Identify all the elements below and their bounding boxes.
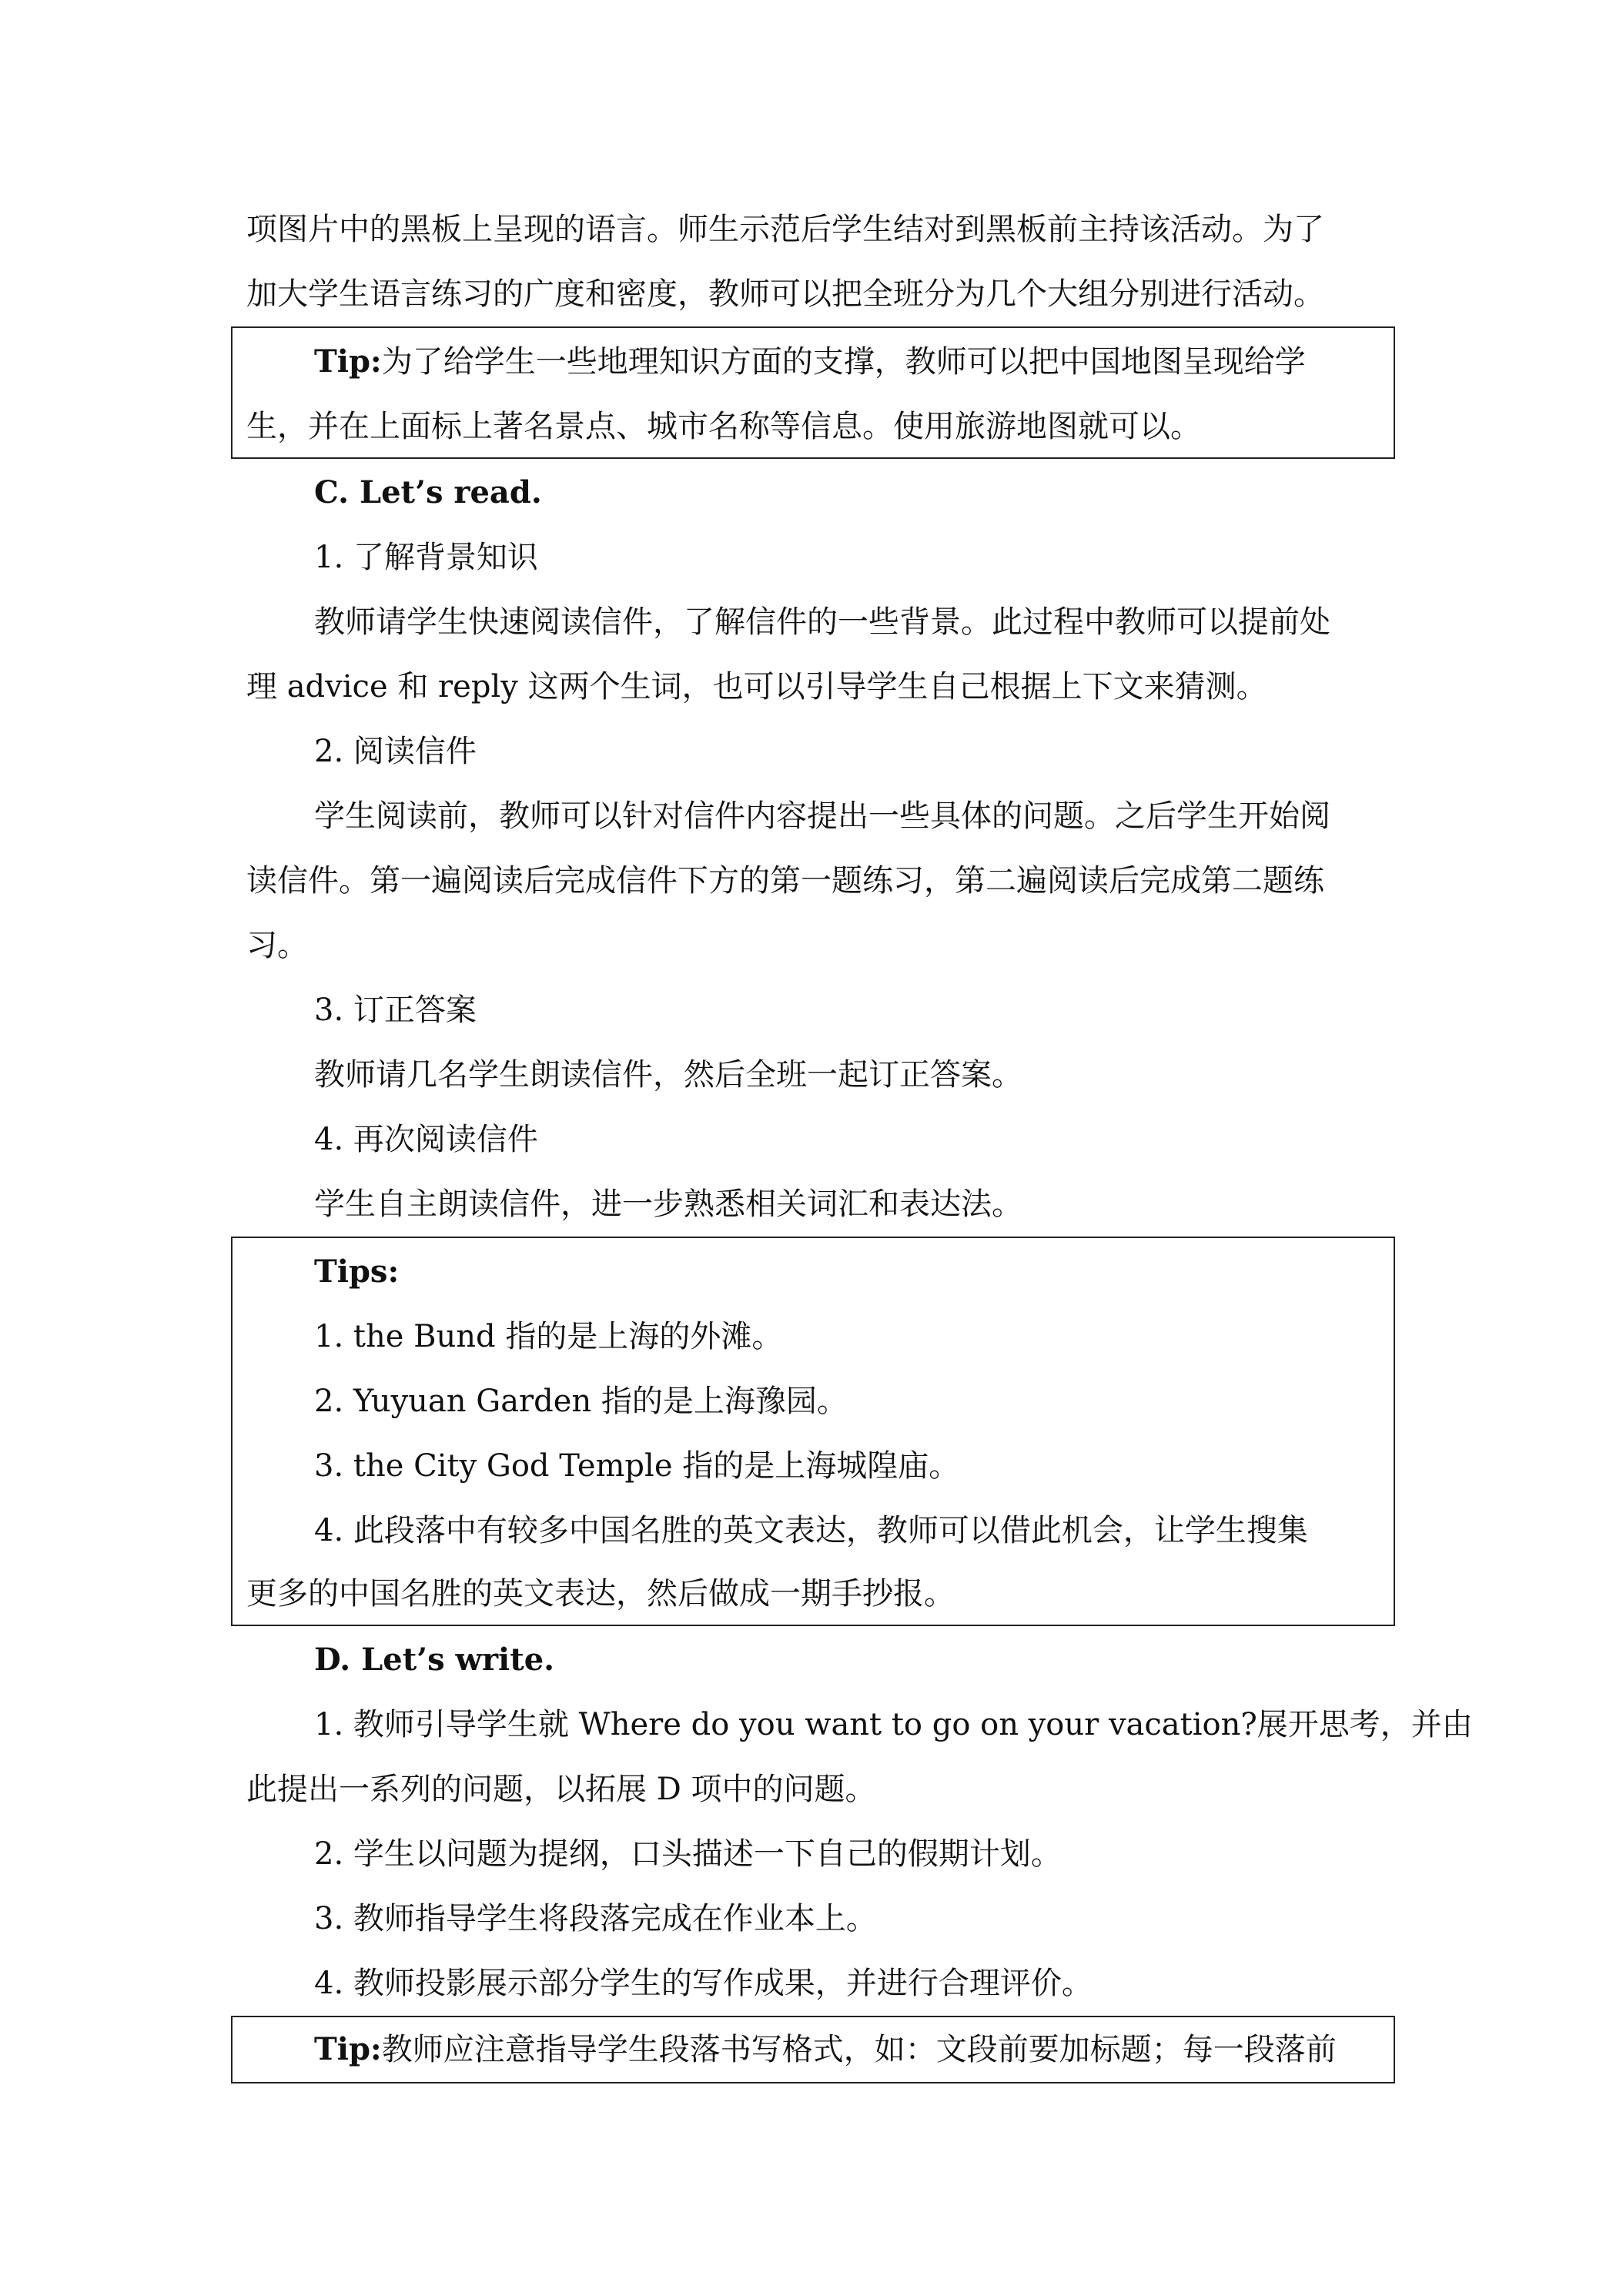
- tip1-line-1: [246, 330, 1392, 394]
- section-c-step-1-title: 1. 了解背景知识: [314, 540, 538, 575]
- tips2-item-4-line-1: 4. 此段落中有较多中国名胜的英文表达，教师可以借此机会，让学生搜集: [314, 1513, 1308, 1548]
- section-d-step-4: 4. 教师投影展示部分学生的写作成果，并进行合理评价。: [314, 1966, 1093, 2001]
- section-c-step-2-line-2: 读信件。第一遍阅读后完成信件下方的第一题练习，第二遍阅读后完成第二题练: [246, 863, 1324, 899]
- section-d-step-2: 2. 学生以问题为提纲，口头描述一下自己的假期计划。: [314, 1836, 1062, 1872]
- tips2-item-2: 2. Yuyuan Garden 指的是上海豫园。: [314, 1384, 848, 1419]
- tips2-item-4-line-2: 更多的中国名胜的英文表达，然后做成一期手抄报。: [246, 1576, 955, 1612]
- section-c-step-3-title: 3. 订正答案: [314, 992, 477, 1028]
- tip1-label: Tip:: [314, 343, 382, 380]
- tip1-text-1: 为了给学生一些地理知识方面的支撑，教师可以把中国地图呈现给学: [381, 344, 1306, 380]
- tips-box-2: [231, 1237, 1395, 1626]
- section-c-step-4-title: 4. 再次阅读信件: [314, 1122, 538, 1157]
- section-c-step-1-line-1: 教师请学生快速阅读信件，了解信件的一些背景。此过程中教师可以提前处: [314, 604, 1330, 640]
- tips2-label: Tips:: [314, 1253, 400, 1290]
- tips2-item-1: 1. the Bund 指的是上海的外滩。: [314, 1319, 783, 1354]
- section-d-heading: D. Let’s write.: [314, 1642, 555, 1678]
- section-c-step-4-line-1: 学生自主朗读信件，进一步熟悉相关词汇和表达法。: [314, 1186, 1022, 1222]
- section-c-heading: C. Let’s read.: [314, 474, 542, 510]
- tip3-label: Tip:: [314, 2031, 382, 2067]
- intro-line-2: 加大学生语言练习的广度和密度，教师可以把全班分为几个大组分别进行活动。: [246, 276, 1324, 312]
- section-c-step-2-title: 2. 阅读信件: [314, 734, 477, 769]
- section-c-step-2-line-3: 习。: [246, 928, 308, 963]
- intro-line-1: 项图片中的黑板上呈现的语言。师生示范后学生结对到黑板前主持该活动。为了: [246, 212, 1324, 247]
- tip-box-1: [231, 326, 1395, 459]
- section-c-step-3-line-1: 教师请几名学生朗读信件，然后全班一起订正答案。: [314, 1057, 1022, 1093]
- section-d-step-1-line-1: 1. 教师引导学生就 Where do you want to go on your vacation?展开思考，并由: [314, 1707, 1473, 1742]
- section-c-step-1-line-2: 理 advice 和 reply 这两个生词，也可以引导学生自己根据上下文来猜测。: [246, 669, 1267, 705]
- section-c-step-2-line-1: 学生阅读前，教师可以针对信件内容提出一些具体的问题。之后学生开始阅: [314, 798, 1330, 834]
- section-d-step-1-line-2: 此提出一系列的问题，以拓展 D 项中的问题。: [246, 1772, 876, 1807]
- tip3-text-1: 教师应注意指导学生段落书写格式，如：文段前要加标题；每一段落前: [381, 2032, 1337, 2067]
- tip3-line-1: [246, 2017, 1392, 2082]
- tip-box-3: [231, 2016, 1395, 2083]
- tips2-item-3: 3. the City God Temple 指的是上海城隍庙。: [314, 1448, 960, 1484]
- section-d-step-3: 3. 教师指导学生将段落完成在作业本上。: [314, 1901, 877, 1936]
- tip1-line-2: 生，并在上面标上著名景点、城市名称等信息。使用旅游地图就可以。: [246, 409, 1201, 444]
